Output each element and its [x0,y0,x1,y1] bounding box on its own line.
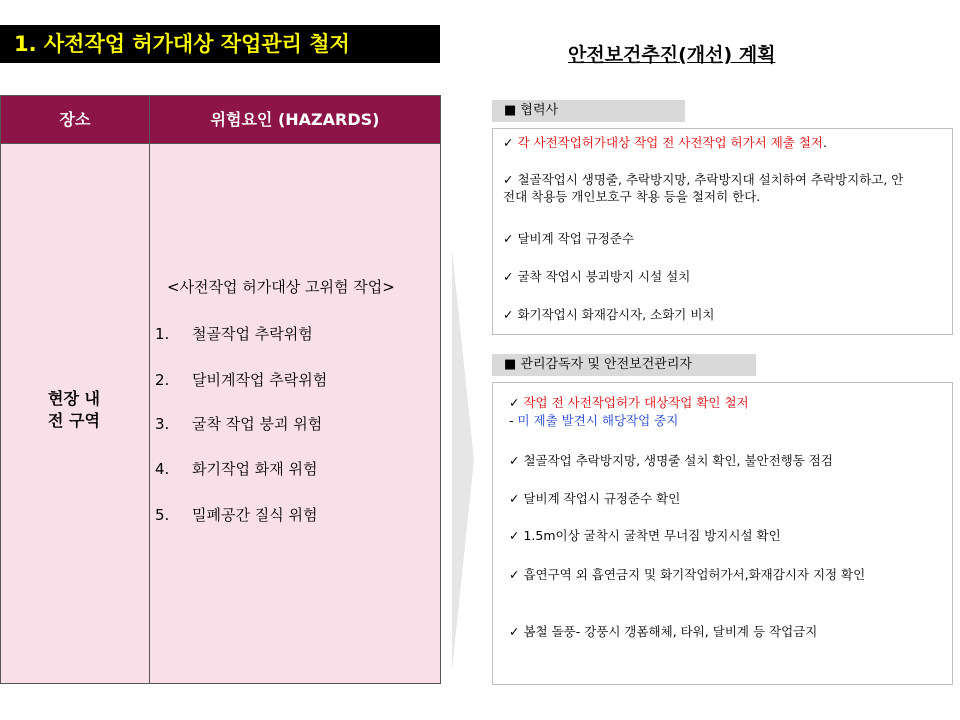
hazard-text: 달비계작업 추락위험 [192,371,328,389]
section-label-contractor: ■ 협력사 [492,100,685,122]
location-line-1: 현장 내 [48,389,100,408]
slide-title: 1. 사전작업 허가대상 작업관리 철저 [0,25,440,63]
check-icon: ✓ [509,395,520,410]
check-icon: ✓ [503,135,514,150]
supervisor-item-6: ✓ 봄철 돌풍- 강풍시 갱폼해체, 타워, 달비계 등 작업금지 [509,624,818,639]
hazard-text: 밀폐공간 질식 위험 [192,506,318,524]
dash-marker: - [509,413,514,428]
supervisor-item-1-sub-text: 미 제출 발견시 해당작업 중지 [517,413,679,428]
supervisor-item-1 [509,394,749,411]
hazard-number: 2. [155,371,170,389]
location-text [0,388,148,432]
hazard-item [155,369,327,390]
supervisor-item-1-text: 작업 전 사전작업허가 대상작업 확인 철저 [523,395,749,410]
hazard-number: 4. [155,460,170,478]
supervisor-item-1-sub [509,412,678,429]
hazard-item [155,504,317,525]
plan-title: 안전보건추진(개선) 계획 [568,44,776,66]
contractor-item-3: ✓ 달비계 작업 규정준수 [503,231,635,246]
contractor-item-1-tail: . [823,135,827,150]
column-divider [149,96,150,683]
contractor-item-1 [503,134,827,151]
contractor-item-1-text: 각 사전작업허가대상 작업 전 사전작업 허가서 제출 철저 [517,135,824,150]
contractor-item-4: ✓ 굴착 작업시 붕괴방지 시설 설치 [503,269,691,284]
hazard-heading: <사전작업 허가대상 고위험 작업> [167,278,395,296]
column-header-hazards: 위험요인 (HAZARDS) [150,96,440,143]
location-line-2: 전 구역 [48,411,100,430]
header-divider [1,143,440,144]
hazard-item [155,413,322,434]
hazard-item [155,458,317,479]
supervisor-item-3: ✓ 달비계 작업시 규정준수 확인 [509,491,681,506]
hazard-text: 화기작업 화재 위험 [192,460,318,478]
section-label-supervisor: ■ 관리감독자 및 안전보건관리자 [492,354,756,376]
hazard-text: 철골작업 추락위험 [192,325,313,343]
hazard-text: 굴착 작업 붕괴 위험 [192,415,323,433]
hazard-item [155,323,313,344]
contractor-item-5: ✓ 화기작업시 화재감시자, 소화기 비치 [503,307,715,322]
contractor-item-2: ✓ 철골작업시 생명줄, 추락방지망, 추락방지대 설치하여 추락방지하고, 안전대 착용등 개인보호구 착용 등을 철저히 한다. [503,172,904,204]
supervisor-item-5: ✓ 흡연구역 외 흡연금지 및 화기작업허가서,화재감시자 지정 확인 [509,567,866,582]
flow-arrow-shape [452,250,474,670]
supervisor-item-4: ✓ 1.5m이상 굴착시 굴착면 무너짐 방지시설 확인 [509,528,781,543]
hazard-number: 1. [155,325,170,343]
column-header-location: 장소 [1,96,149,143]
supervisor-item-2: ✓ 철골작업 추락방지망, 생명줄 설치 확인, 불안전행동 점검 [509,453,833,468]
hazard-number: 5. [155,506,170,524]
hazard-number: 3. [155,415,170,433]
